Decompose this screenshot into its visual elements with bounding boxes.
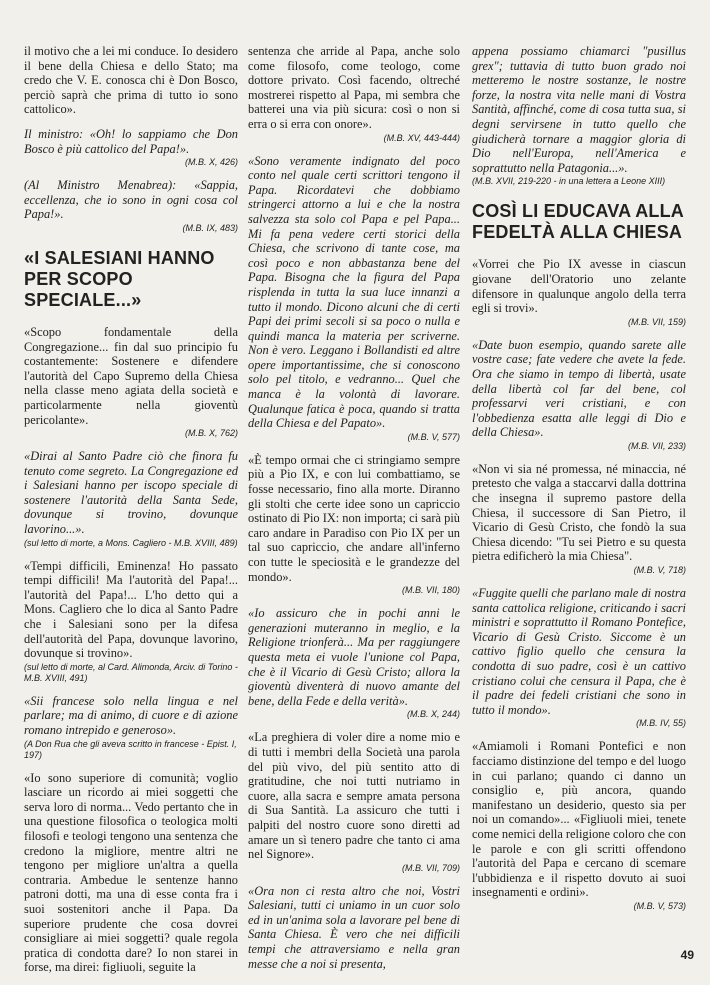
citation: (M.B. V, 718) xyxy=(633,565,686,576)
paragraph: sentenza che arride al Papa, anche solo come filosofo, come teologo, come dottore privato. Così facendo, oltreché mostrerei rispetto al Papa, mi sembra che batterei una via più sicura: così o non si erra o si erra con onore». (M.B. XV, 443-444) xyxy=(248,44,460,143)
citation: (A Don Rua che gli aveva scritto in francese - Epist. I, 197) xyxy=(24,738,237,760)
citation: (sul letto di morte, a Mons. Cagliero - M.B. XVIII, 489) xyxy=(24,537,238,548)
citation: (M.B. X, 762) xyxy=(184,428,238,439)
citation: (M.B. VII, 233) xyxy=(627,440,686,451)
section-heading: COSÌ LI EDUCAVA ALLA FEDELTÀ ALLA CHIESA xyxy=(472,201,684,243)
paragraph: «Fuggite quelli che parlano male di nostra santa cattolica religione, criticando i sacri ministri e soprattutto il Romano Pontefice, Vicario di Gesù Cristo. Siccome è un cattivo figlio quello che censura la condotta di suo padre, così è un cattivo cristiano colui che censura il Papa, che è il padre dei fedeli cristiani che sono in tutto il mondo». (M.B. IV, 55) xyxy=(472,586,686,729)
citation: (M.B. X, 426) xyxy=(184,157,238,168)
paragraph: «Date buon esempio, quando sarete alle vostre case; fate vedere che avete la fede. Ora che siamo in tempo di libertà, usate della libertà col far del bene, col professarvi veri cristiani, e con l'obbedienza esatta alle leggi di Dio e della Chiesa». (M.B. VII, 233) xyxy=(472,337,686,451)
paragraph: «Sii francese solo nella lingua e nel parlare; ma di animo, di cuore e di azione romano intrepido e generoso». (A Don Rua che gli aveva scritto in francese - Epist. I, 197) xyxy=(24,693,238,760)
citation: (M.B. V, 573) xyxy=(633,900,686,911)
paragraph: «Ora non ci resta altro che noi, Vostri Salesiani, tutti ci uniamo in un cuor solo ed in un'anima sola a lavorare pel bene di Santa Chiesa. È vero che nei difficili tempi che attraversiamo e nella gran messe che a noi si presenta, xyxy=(248,883,460,971)
citation: (M.B. VII, 159) xyxy=(627,316,686,327)
citation: (M.B. X, 244) xyxy=(406,709,460,720)
paragraph: Il ministro: «Oh! lo sappiamo che Don Bosco è più cattolico del Papa!». (M.B. X, 426) xyxy=(24,126,238,168)
paragraph: «È tempo ormai che ci stringiamo sempre più a Pio IX, e con lui combattiamo, se fosse necessario, fino alla morte. Diranno gli stolti che certe idee sono un capriccio ostinato di Pio IX: non importa; ci sarà più caro andare in Paradiso con Pio IX per un tal suo capriccio, che andare all'inferno con tutte le speciosità e le grandezze del mondo». (M.B. VII, 180) xyxy=(248,452,460,596)
column-3 xyxy=(472,44,686,922)
paragraph: il motivo che a lei mi conduce. Io desidero il bene della Chiesa e dello Stato; ma credo che V. E. conosca chi è Don Bosco, perciò saprà che prima di tutto io sono cattolico». xyxy=(24,44,238,117)
paragraph: appena possiamo chiamarci "pusillus grex"; tuttavia di tutto buon grado noi metteremo le nostre sostanze, le nostre forze, la nostra vita nelle mani di Vostra Santità, affinché, come di cosa tutta sua, si degni servirsene in tutto quello che giudicherà tornare a maggior gloria di Dio nell'Europa, nell'America e soprattutto nella Patagonia...». (M.B. XVII, 219-220 - in una lettera a Leone XIII) xyxy=(472,44,686,187)
citation: (M.B. IX, 483) xyxy=(182,222,238,233)
citation: (M.B. XVII, 219-220 - in una lettera a Leone XIII) xyxy=(472,176,666,187)
paragraph: «Amiamoli i Romani Pontefici e non facciamo distinzione del tempo e del luogo in cui parlano; quando ci danno un consiglio e, più ancora, quando manifestano un desiderio, questo sia per noi un comando»... «Figliuoli miei, tenete come nemici della religione coloro che con le parole e con gli scritti offendono l'autorità del Papa e cercano di scemare l'ubbidienza e il rispetto dovuto ai suoi insegnamenti e ordini». (M.B. V, 573) xyxy=(472,739,686,911)
paragraph: (Al Ministro Menabrea): «Sappia, eccellenza, che io sono in ogni cosa col Papa!». (M.B. IX, 483) xyxy=(24,178,238,233)
paragraph: «Non vi sia né promessa, né minaccia, né pretesto che valga a staccarvi dalla dottrina che insegna il supremo pastore della Chiesa, il successore di San Pietro, il Vicario di Gesù Cristo, che fondò la sua Chiesa dicendo: "Tu sei Pietro e su questa pietra edificherò la mia Chiesa". (M.B. V, 718) xyxy=(472,461,686,576)
paragraph: «Io assicuro che in pochi anni le generazioni muteranno in meglio, e la Religione trionferà... Ma per raggiungere questa meta ei vuole l'unione col Papa, che è il Vicario di Gesù Cristo; allora la gioventù diventerà di nuovo amante del bene, della Fede e della verità». (M.B. X, 244) xyxy=(248,606,460,720)
citation: (M.B. XV, 443-444) xyxy=(383,132,460,143)
citation: (M.B. VII, 180) xyxy=(401,585,460,596)
citation: (M.B. VII, 709) xyxy=(401,862,460,873)
paragraph: «Scopo fondamentale della Congregazione... fin dal suo principio fu costantemente: Sostenere e difendere l'autorità del Capo Supremo della Chiesa nella classe meno agiata della società e particolarmente nella gioventù pericolante». (M.B. X, 762) xyxy=(24,324,238,439)
citation: (M.B. V, 577) xyxy=(407,431,460,442)
paragraph: «Tempi difficili, Eminenza! Ho passato tempi difficili! Ma l'autorità del Papa!... l'autorità del Papa!... L'ho detto qui a Mons. Cagliero che lo dica al Santo Padre che i Salesiani sono per la difesa dell'autorità del Papa, dovunque lavorino, dovunque si trovino». (sul letto di morte, al Card. Alimonda, Arciv. di Torino - M.B. XVIII, 491) xyxy=(24,558,238,683)
paragraph: «Sono veramente indignato del poco conto nel quale certi scrittori tengono il Papa. Ricordatevi che dobbiamo stringerci attorno a lui e che la nostra salvezza sta solo col Papa e pel Papa... Mi fa pena vedere certi storici della Chiesa, che scrivono di tante cose, ma così poco e non abbastanza bene del Papa. Bisogna che la figura del Papa risplenda in tutta la sua luce innanzi a tutto il mondo. Dicono alcuni che di certi Papi dei primi secoli si sa poco o nulla e quindi manca la materia per scriverne. Non è vero. Leggano i Bollandisti ed altre opere importantissime, che si conoscono solo pel titolo, e vedranno... Quel che manca è la volontà di lavorare. Qualunque fatica è poca, quando si tratta della Chiesa e del Papato». (M.B. V, 577) xyxy=(248,153,460,442)
page-number: 49 xyxy=(680,948,694,962)
paragraph: «Io sono superiore di comunità; voglio lasciare un ricordo ai miei soggetti che serva loro di norma... Vedo pertanto che in una questione filosofica o teologica molti filosofi e teologi tengono una sentenza che credono la migliore, mentre altri ne tengono per migliore un'altra a quella contraria. Ambedue le sentenze hanno patroni dotti, ma una di esse conta fra i suoi sostenitori anche il Papa. Da superiore prudente che cosa dovrei consigliare ai miei soggetti? quale regola pratica di condotta dare? Io non starei in forse, ma direi: figliuoli, seguite la xyxy=(24,770,238,975)
citation: (sul letto di morte, al Card. Alimonda, Arciv. di Torino - M.B. XVIII, 491) xyxy=(24,661,238,683)
citation: (M.B. IV, 55) xyxy=(636,718,686,729)
paragraph: «La preghiera di voler dire a nome mio e di tutti i membri della Società una parola del più vivo, del più sentito atto di gratitudine, che noi tutti nutriamo in cuore, alla sacra e sempre amata persona di Sua Santità. La assicuro che tutti i palpiti del nostro cuore sono diretti ad amare un sì tenero padre che tanto ci ama nel Signore». (M.B. VII, 709) xyxy=(248,730,460,873)
section-heading: «I SALESIANI HANNO PER SCOPO SPECIALE...» xyxy=(24,247,215,310)
column-2 xyxy=(248,44,460,981)
column-1 xyxy=(24,44,238,985)
paragraph: «Dirai al Santo Padre ciò che finora fu tenuto come segreto. La Congregazione ed i Salesiani hanno per iscopo speciale di sostenere l'autorità della Santa Sede, dovunque si trovino, dovunque lavorino...». (sul letto di morte, a Mons. Cagliero - M.B. XVIII, 489) xyxy=(24,449,238,548)
paragraph: «Vorrei che Pio IX avesse in ciascun giovane dell'Oratorio uno zelante difensore in qualunque angolo della terra egli si trovi». (M.B. VII, 159) xyxy=(472,257,686,327)
